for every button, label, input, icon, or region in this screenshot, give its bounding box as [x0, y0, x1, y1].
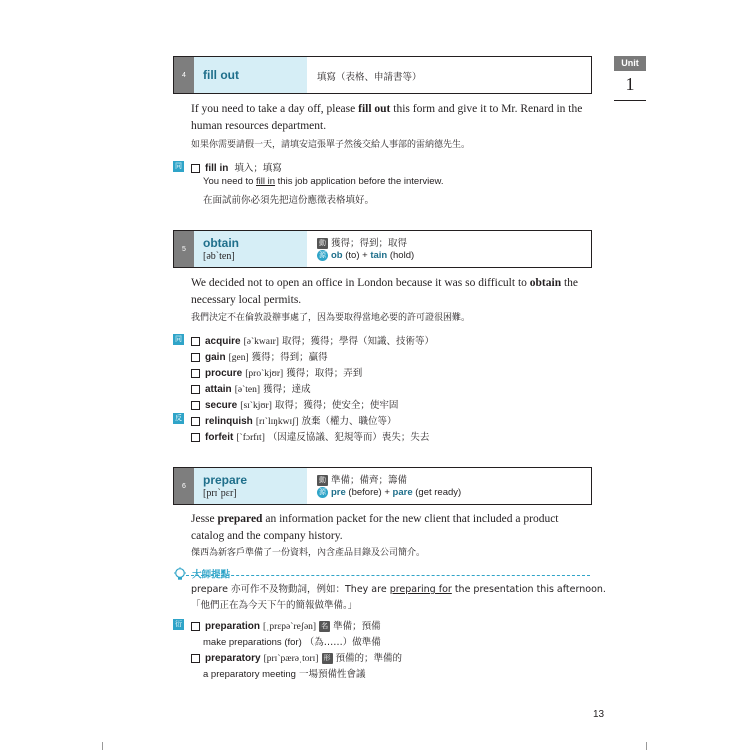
headword-cell [194, 468, 307, 504]
example-english: We decided not to open an office in London because it was so difficult to obtain the necessary local permits. [191, 277, 579, 306]
unit-number: 1 [625, 74, 635, 94]
definition: 動 獲得；得到；取得 [319, 238, 408, 249]
unit-tab [614, 56, 646, 102]
related-word: preparatory [prɪˋpærəˌtorɪ] 形 預備的；準備的 [191, 650, 402, 664]
related-word: gain [gen] 獲得；得到；贏得 [191, 349, 328, 363]
headword: fill out [203, 68, 239, 82]
root-tag: 源 [319, 251, 326, 259]
synonym-tag: 同 [175, 162, 182, 170]
entry-header-fill-out [173, 56, 592, 94]
page-number: 13 [593, 709, 605, 720]
related-word: procure [proˋkjʊr] 獲得；取得；弄到 [191, 365, 362, 379]
tip-text: prepare 亦可作不及物動詞，例如：They are preparing for the presentation this afternoon. [191, 584, 606, 595]
verb-tag: 動 [319, 239, 326, 247]
synonym-tag: 同 [175, 335, 182, 343]
checkbox-icon [191, 385, 200, 394]
entry-number: 5 [174, 231, 194, 267]
checkbox-icon [191, 417, 200, 426]
checkbox-icon [191, 401, 200, 410]
headword: obtain [203, 236, 239, 250]
checkbox-icon [191, 369, 200, 378]
antonym-tag: 反 [175, 414, 182, 422]
related-example-english: You need to fill in this job application before the interview. [203, 176, 444, 187]
crop-mark [646, 742, 647, 750]
example-chinese: 我們決定不在倫敦設辦事處了，因為要取得當地必要的許可證很困難。 [191, 313, 471, 323]
example-english: Jesse prepared an information packet for the new client that included a product catalog and the company history. [191, 513, 559, 542]
pronunciation: [prɪˋpɛr] [203, 488, 237, 499]
verb-tag: 動 [319, 476, 326, 484]
entry-number: 4 [174, 57, 194, 93]
related-word: relinquish [rɪˋlɪŋkwɪʃ] 放棄（權力、職位等） [191, 413, 397, 427]
root-tag: 源 [319, 488, 326, 496]
lightbulb-icon [173, 567, 187, 581]
checkbox-icon [191, 164, 200, 173]
example-english: If you need to take a day off, please fill out this form and give it to Mr. Renard in the human resources department. [191, 103, 583, 132]
entry-header-obtain [173, 230, 592, 268]
related-word: preparation [ˌprɛpəˋreʃən] 名 準備；預備 [191, 618, 381, 632]
related-word: fill in 填入；填寫 [191, 160, 282, 174]
tip-divider [186, 575, 590, 577]
headword-cell [194, 231, 307, 267]
example-chinese: 傑西為新客戶準備了一份資料，內含產品目錄及公司簡介。 [191, 548, 426, 558]
derivative-phrase: a preparatory meeting 一場預備性會議 [203, 669, 366, 680]
tip-header [173, 563, 230, 582]
related-word: forfeit [ˋfɔrfɪt] （因違反協議、犯規等而）喪失；失去 [191, 429, 429, 443]
derivative-tag: 衍 [175, 620, 182, 628]
crop-mark [102, 742, 103, 750]
example-chinese: 如果你需要請假一天，請填安這張單子然後交給人事部的雷納德先生。 [191, 140, 471, 150]
entry-header-prepare [173, 467, 592, 505]
related-word: acquire [əˋkwaɪr] 取得；獲得；學得（知識、技術等） [191, 333, 434, 347]
word-root: 源 pre (before) + pare (get ready) [319, 487, 462, 498]
related-word: secure [sɪˋkjʊr] 取得；獲得；使安全；使牢固 [191, 397, 398, 411]
checkbox-icon [191, 353, 200, 362]
checkbox-icon [191, 433, 200, 442]
entry-number: 6 [174, 468, 194, 504]
tip-title: 大師提點 [192, 569, 231, 581]
related-example-chinese: 在面試前你必須先把這份應徵表格填好。 [203, 195, 375, 206]
checkbox-icon [191, 654, 200, 663]
word-root: 源 ob (to) + tain (hold) [319, 250, 415, 261]
derivative-phrase: make preparations (for) （為……）做準備 [203, 637, 381, 648]
definition: 填寫（表格、申請書等） [317, 72, 422, 83]
definition: 動 準備；備齊；籌備 [319, 475, 408, 486]
unit-rule [614, 100, 646, 101]
pronunciation: [əbˋten] [203, 251, 235, 262]
checkbox-icon [191, 622, 200, 631]
tip-chinese: 「他們正在為今天下午的簡報做準備。」 [191, 600, 358, 611]
related-word: attain [əˋten] 獲得；達成 [191, 381, 311, 395]
unit-label: Unit [614, 56, 646, 71]
headword: prepare [203, 473, 248, 487]
headword-cell [194, 57, 307, 93]
checkbox-icon [191, 337, 200, 346]
